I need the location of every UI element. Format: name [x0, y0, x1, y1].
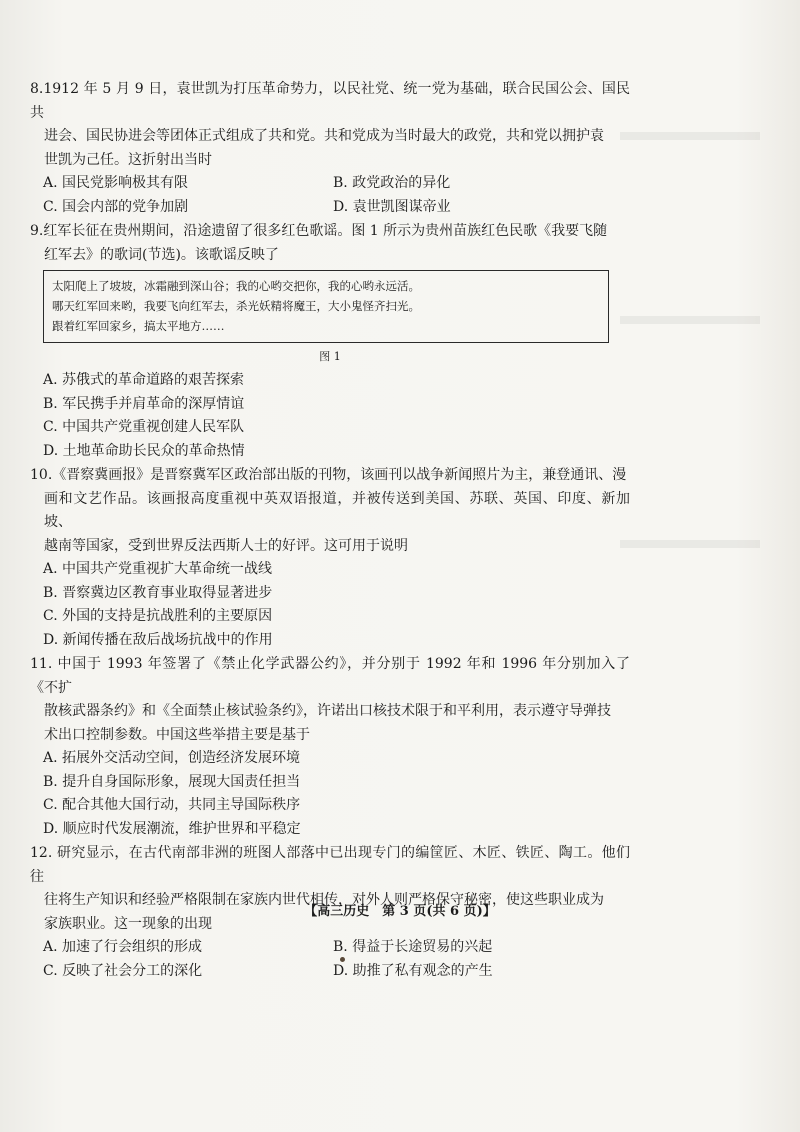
- question-stem-line: 家族职业。这一现象的出现: [44, 915, 212, 932]
- questions-area: [30, 78, 630, 984]
- option-d: D. 顺应时代发展潮流，维护世界和平稳定: [43, 820, 301, 837]
- bleed-through-mark: [620, 540, 760, 548]
- page-footer: 【高三历史 第 3 页(共 6 页)】: [304, 904, 496, 919]
- lyrics-line: 太阳爬上了坡坡，冰霜融到深山谷；我的心哟交把你，我的心哟永远活。: [52, 279, 420, 293]
- lyrics-line: 哪天红军回来哟，我要飞向红军去，杀光妖精将魔王，大小鬼怪齐扫光。: [52, 299, 420, 313]
- question-9: [30, 220, 630, 463]
- option-a: A. 苏俄式的革命道路的艰苦探索: [43, 372, 245, 388]
- question-10: [30, 464, 630, 652]
- question-stem-line: 红军去》的歌词(节选)。该歌谣反映了: [44, 246, 279, 263]
- ink-speck: [340, 957, 345, 962]
- option-d: D. 助推了私有观念的产生: [333, 962, 493, 979]
- question-stem-line: 世凯为己任。这折射出当时: [44, 151, 212, 168]
- option-c: C. 反映了社会分工的深化: [43, 962, 203, 979]
- option-b: B. 得益于长途贸易的兴起: [333, 939, 493, 955]
- option-b: B. 军民携手并肩革命的深厚情谊: [43, 395, 245, 412]
- option-c: C. 中国共产党重视创建人民军队: [43, 419, 245, 435]
- option-d: D. 土地革命助长民众的革命热情: [43, 442, 245, 459]
- figure-caption: 图 1: [319, 350, 341, 363]
- option-c: C. 配合其他大国行动，共同主导国际秩序: [43, 797, 301, 813]
- bleed-through-mark: [620, 316, 760, 324]
- bleed-through-mark: [620, 132, 760, 140]
- option-list: [43, 558, 630, 652]
- option-b: B. 晋察冀边区教育事业取得显著进步: [43, 584, 273, 601]
- question-stem-line: 散核武器条约》和《全面禁止核试验条约》，许诺出口核技术限于和平利用，表示遵守导弹技: [44, 703, 611, 719]
- option-a: A. 中国共产党重视扩大革命统一战线: [43, 561, 273, 577]
- question-stem-line: 进会、国民协进会等团体正式组成了共和党。共和党成为当时最大的政党，共和党以拥护袁: [44, 128, 604, 144]
- lyrics-line: 跟着红军回家乡，搞太平地方……: [52, 319, 225, 333]
- question-stem-line: 10.《晋察冀画报》是晋察冀军区政治部出版的刊物，该画刊以战争新闻照片为主，兼登通讯、漫: [30, 467, 627, 483]
- question-stem-line: 12. 研究显示，在古代南部非洲的班图人部落中已出现专门的编筐匠、木匠、铁匠、陶工。他们往: [30, 845, 630, 885]
- question-stem-line: 8.1912 年 5 月 9 日，袁世凯为打压革命势力，以民社党、统一党为基础，联合民国公会、国民共: [30, 81, 630, 121]
- option-c: C. 国会内部的党争加剧: [43, 198, 189, 215]
- option-list: [43, 369, 630, 463]
- option-list: [43, 936, 630, 983]
- option-a: A. 加速了行会组织的形成: [43, 939, 203, 955]
- question-stem-line: 越南等国家，受到世界反法西斯人士的好评。这可用于说明: [44, 537, 408, 554]
- option-d: D. 新闻传播在敌后战场抗战中的作用: [43, 631, 273, 648]
- option-c: C. 外国的支持是抗战胜利的主要原因: [43, 608, 273, 624]
- question-stem-line: 画和文艺作品。该画报高度重视中英双语报道，并被传送到美国、苏联、英国、印度、新加坡、: [44, 490, 630, 530]
- option-d: D. 袁世凯图谋帝业: [333, 198, 451, 215]
- option-list: [43, 172, 630, 219]
- question-8: [30, 78, 630, 219]
- lyrics-figure-box: [43, 270, 609, 343]
- question-stem-line: 往将生产知识和经验严格限制在家族内世代相传，对外人则严格保守秘密，使这些职业成为: [44, 892, 604, 908]
- option-b: B. 政党政治的异化: [333, 175, 451, 191]
- option-a: A. 国民党影响极其有限: [43, 175, 189, 191]
- question-11: [30, 653, 630, 841]
- option-a: A. 拓展外交活动空间，创造经济发展环境: [43, 750, 301, 766]
- question-stem-line: 术出口控制参数。中国这些举措主要是基于: [44, 726, 310, 743]
- question-stem-line: 11. 中国于 1993 年签署了《禁止化学武器公约》，并分别于 1992 年和 1996 年分别加入了《不扩: [30, 656, 630, 696]
- option-list: [43, 747, 630, 841]
- option-b: B. 提升自身国际形象，展现大国责任担当: [43, 773, 301, 790]
- question-stem-line: 9.红军长征在贵州期间，沿途遗留了很多红色歌谣。图 1 所示为贵州苗族红色民歌《我要飞随: [30, 223, 608, 239]
